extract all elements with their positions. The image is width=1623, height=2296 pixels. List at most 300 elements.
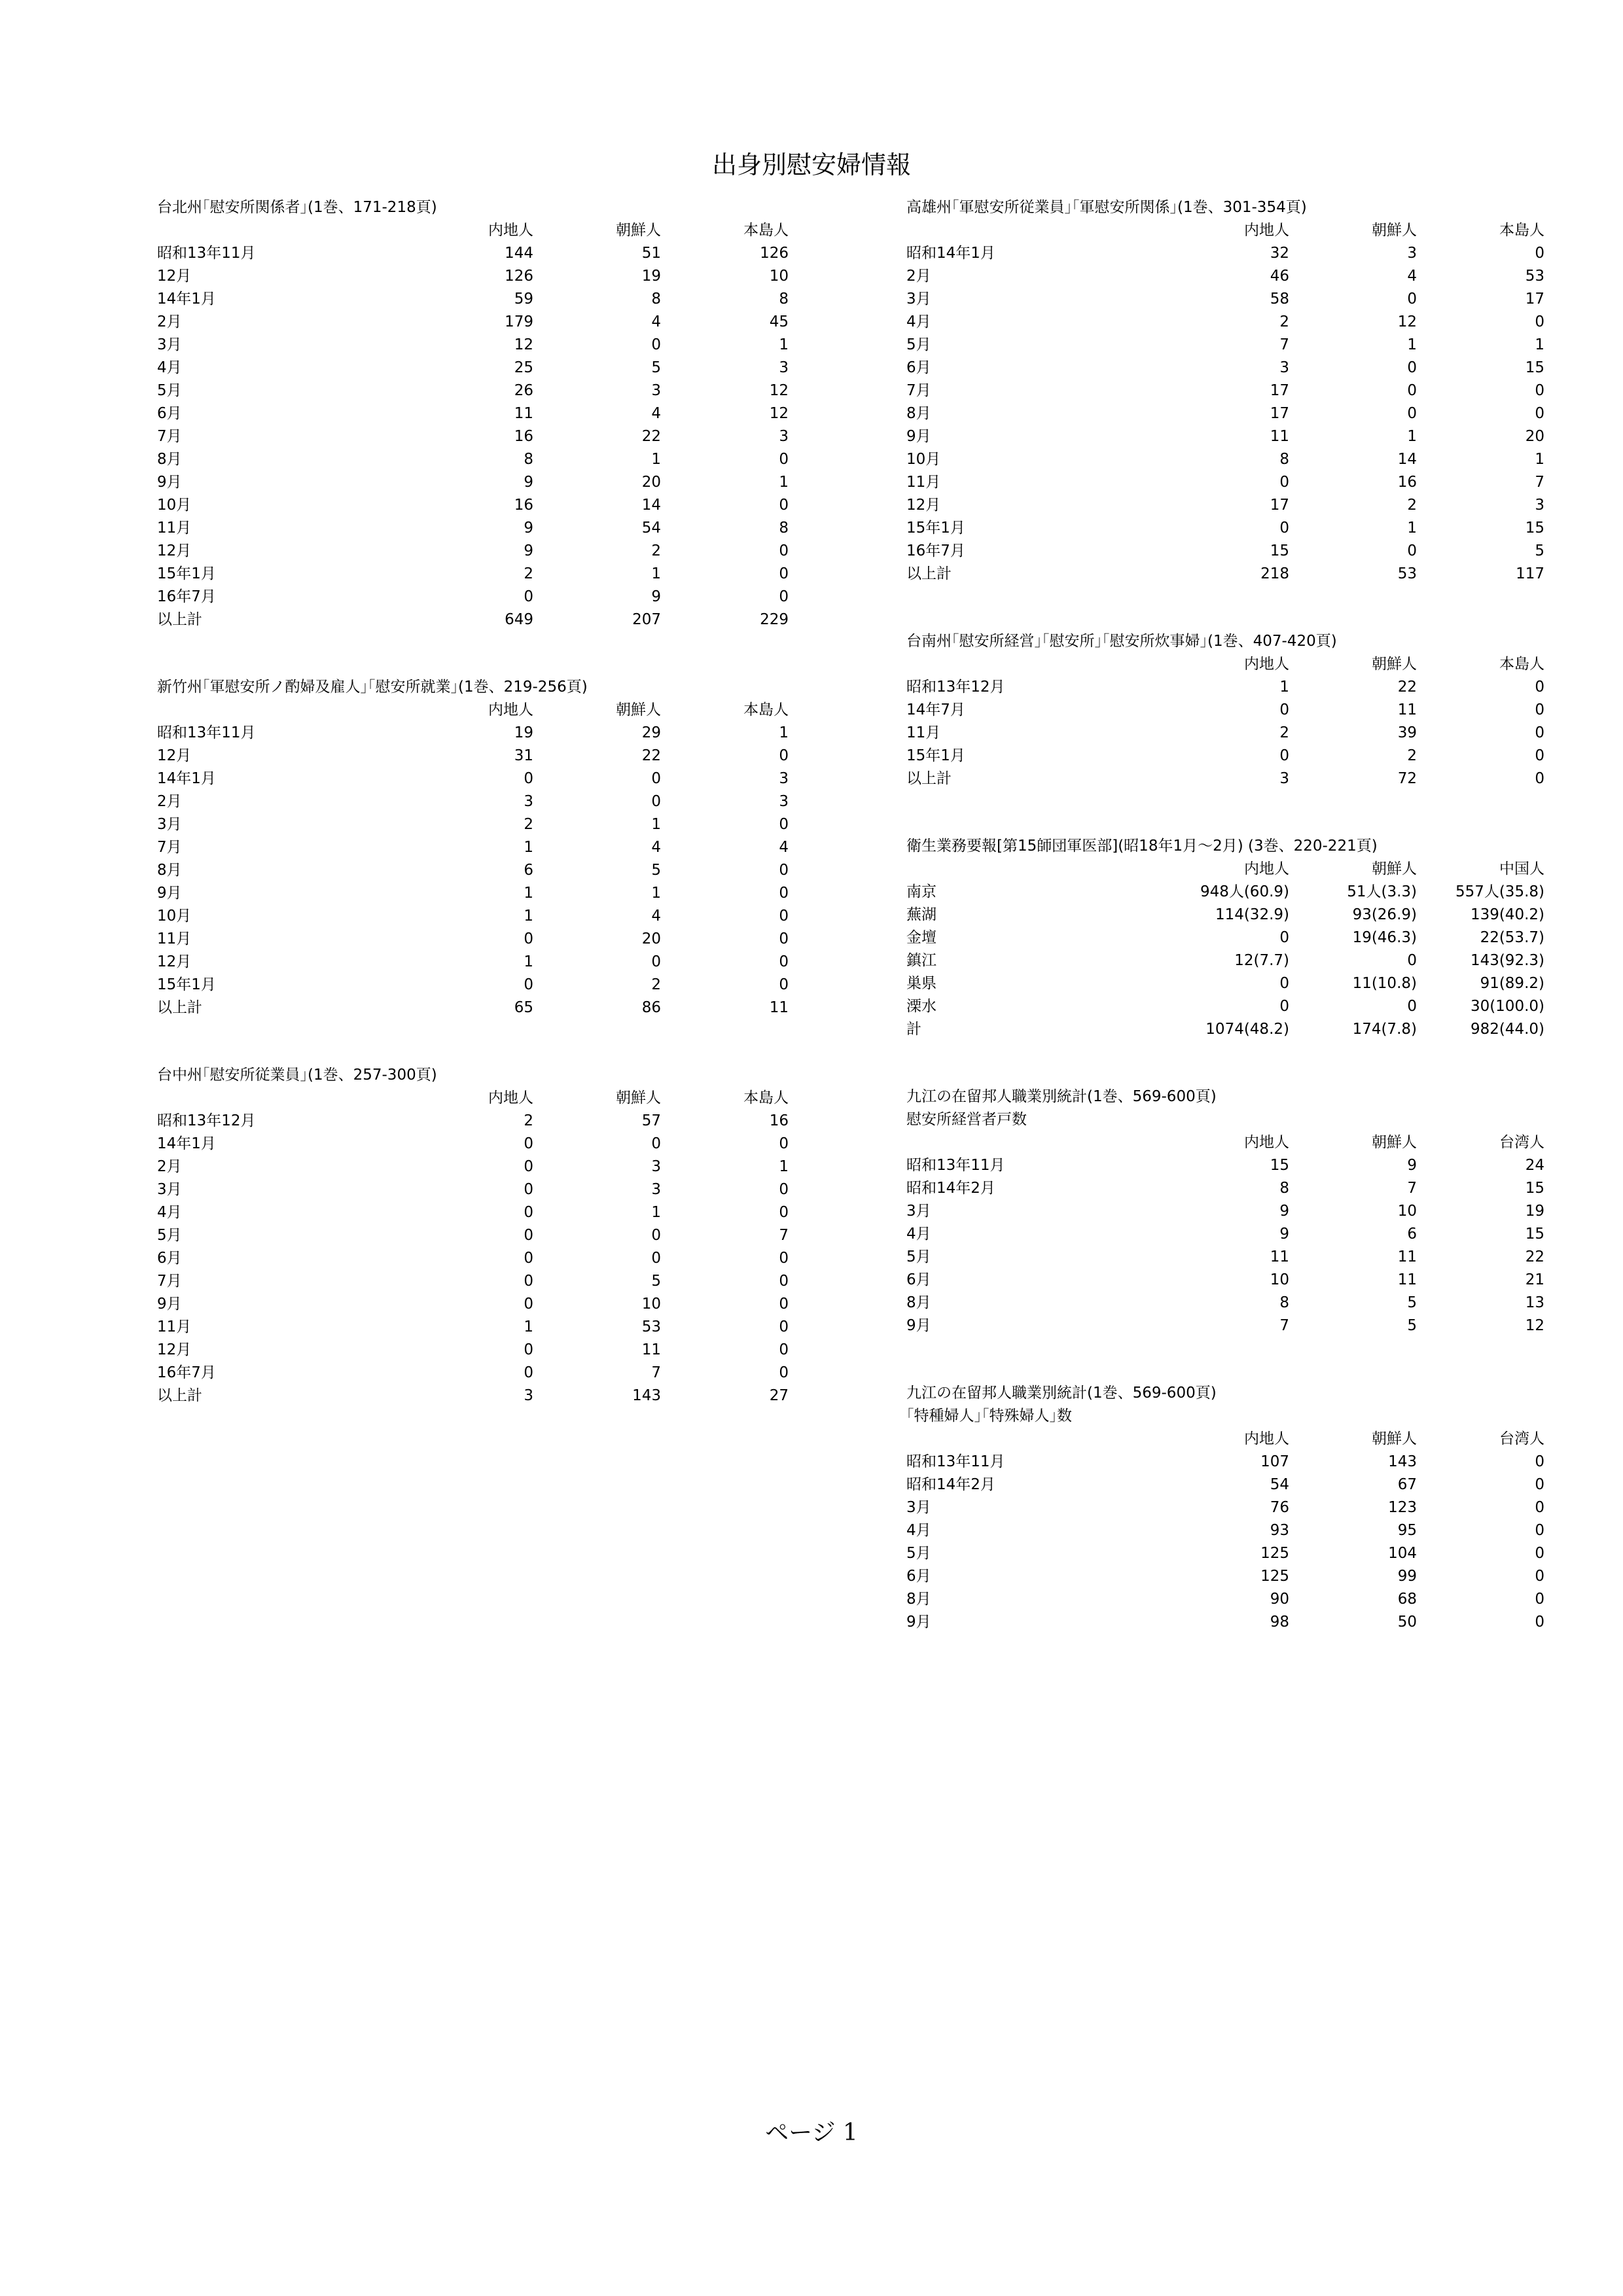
table-cell: 20 (641, 930, 661, 947)
table-cell: 0 (651, 336, 661, 353)
row-label: 金壇 (906, 929, 936, 946)
row-label: 14年1月 (157, 1135, 216, 1152)
table-cell: 0 (651, 793, 661, 810)
row-label: 12月 (157, 268, 192, 285)
table-cell: 0 (651, 1227, 661, 1244)
row-label: 12月 (157, 747, 192, 764)
table-cell: 22 (1525, 1248, 1544, 1265)
table-cell: 0 (779, 1364, 789, 1381)
header-spacer (906, 1131, 1149, 1154)
row-label: 以上計 (157, 999, 202, 1016)
table-cell: 67 (1397, 1476, 1417, 1493)
row-label: 7月 (157, 839, 182, 856)
table-row (157, 1362, 789, 1385)
table-row (157, 768, 789, 790)
table-cell: 0 (779, 1273, 789, 1290)
table-cell: 0 (779, 588, 789, 605)
row-label: 5月 (157, 382, 182, 399)
table-cell: 0 (524, 1135, 533, 1152)
table-row (157, 1247, 789, 1270)
row-label: 昭和14年2月 (906, 1476, 995, 1493)
table-cell: 0 (524, 976, 533, 993)
table-cell: 0 (779, 885, 789, 902)
table-cell: 3 (651, 1158, 661, 1175)
section-title: 九江の在留邦人職業別統計(1巻、569-600頁) (906, 1385, 1217, 1402)
table-row (906, 1269, 1544, 1292)
table-cell: 0 (651, 1135, 661, 1152)
column-header: 中国人 (1499, 860, 1544, 877)
table-cell: 1 (1407, 520, 1417, 537)
table-cell: 0 (651, 1250, 661, 1267)
table-cell: 0 (1535, 724, 1544, 741)
table-row (157, 836, 789, 859)
table-cell: 1 (779, 336, 789, 353)
table-row (906, 1154, 1544, 1177)
table-row (906, 402, 1544, 425)
row-label: 2月 (157, 1158, 182, 1175)
row-label: 16年7月 (157, 1364, 216, 1381)
table-row (157, 928, 789, 951)
table-row (906, 768, 1544, 790)
table-cell: 9 (1279, 1203, 1289, 1220)
table-cell: 0 (1279, 998, 1289, 1015)
table-cell: 51 (641, 245, 661, 262)
table-cell: 11 (769, 999, 789, 1016)
table-cell: 2 (1279, 724, 1289, 741)
table-cell: 45 (769, 313, 789, 330)
table-cell: 25 (514, 359, 533, 376)
table-cell: 13 (1525, 1294, 1544, 1311)
table-cell: 0 (779, 862, 789, 879)
table-row (906, 563, 1544, 586)
table-cell: 19 (641, 268, 661, 285)
row-label: 15年1月 (906, 747, 965, 764)
table-cell: 5 (651, 1273, 661, 1290)
table-cell: 3 (651, 1181, 661, 1198)
table-cell: 0 (779, 976, 789, 993)
data-table (906, 1428, 1544, 1634)
table-cell: 0 (779, 1204, 789, 1221)
table-cell: 1 (524, 839, 533, 856)
table-row (906, 699, 1544, 722)
table-cell: 11 (641, 1341, 661, 1358)
table-cell: 0 (1535, 1522, 1544, 1539)
data-section (157, 676, 789, 1019)
header-spacer (157, 699, 406, 722)
left-column (157, 196, 789, 1452)
column-header: 本島人 (743, 1089, 789, 1106)
table-cell: 179 (505, 313, 533, 330)
row-label: 4月 (157, 359, 182, 376)
table-cell: 31 (514, 747, 533, 764)
table-cell: 0 (1535, 679, 1544, 696)
table-cell: 7 (1279, 336, 1289, 353)
column-header: 内地人 (488, 1089, 533, 1106)
table-cell: 2 (1279, 313, 1289, 330)
table-cell: 3 (524, 793, 533, 810)
table-cell: 22 (641, 747, 661, 764)
table-cell: 30(100.0) (1470, 998, 1544, 1015)
table-cell: 7 (779, 1227, 789, 1244)
table-cell: 11 (1397, 1248, 1417, 1265)
table-cell: 7 (1535, 474, 1544, 491)
table-cell: 0 (524, 1273, 533, 1290)
table-row (906, 540, 1544, 563)
table-row (906, 1200, 1544, 1223)
data-section (906, 1086, 1544, 1337)
table-row (906, 1018, 1544, 1041)
row-label: 5月 (906, 336, 931, 353)
table-cell: 174(7.8) (1352, 1021, 1417, 1038)
row-label: 以上計 (906, 770, 952, 787)
table-cell: 143(92.3) (1470, 952, 1544, 969)
column-header: 本島人 (743, 222, 789, 239)
table-header-row (157, 1087, 789, 1110)
row-label: 鎮江 (906, 952, 936, 969)
row-label: 12月 (906, 497, 941, 514)
table-row (906, 494, 1544, 517)
table-cell: 53 (1397, 565, 1417, 582)
table-cell: 649 (505, 611, 533, 628)
table-row (157, 1178, 789, 1201)
table-cell: 1 (1535, 451, 1544, 468)
table-cell: 2 (651, 542, 661, 559)
table-cell: 15 (1525, 359, 1544, 376)
table-row (157, 882, 789, 905)
table-row (157, 905, 789, 928)
table-cell: 0 (1535, 382, 1544, 399)
table-cell: 91(89.2) (1480, 975, 1544, 992)
table-row (157, 563, 789, 586)
table-cell: 22 (1397, 679, 1417, 696)
row-label: 12月 (157, 542, 192, 559)
section-title: 九江の在留邦人職業別統計(1巻、569-600頁) (906, 1088, 1217, 1105)
row-label: 3月 (157, 1181, 182, 1198)
table-cell: 9 (1407, 1157, 1417, 1174)
column-header: 朝鮮人 (1372, 1430, 1417, 1447)
row-label: 昭和13年12月 (157, 1112, 256, 1129)
row-label: 昭和13年11月 (906, 1157, 1005, 1174)
table-cell: 218 (1260, 565, 1289, 582)
table-cell: 11 (1397, 1271, 1417, 1288)
table-cell: 12 (769, 405, 789, 422)
table-cell: 0 (779, 1181, 789, 1198)
table-row (157, 517, 789, 540)
row-label: 9月 (157, 1296, 182, 1313)
table-row (157, 242, 789, 265)
table-cell: 0 (524, 930, 533, 947)
table-cell: 0 (779, 747, 789, 764)
table-cell: 51人(3.3) (1347, 883, 1417, 900)
table-cell: 54 (1270, 1476, 1289, 1493)
table-cell: 229 (760, 611, 789, 628)
column-header: 朝鮮人 (616, 222, 661, 239)
table-cell: 1 (779, 474, 789, 491)
table-cell: 90 (1270, 1591, 1289, 1608)
column-header: 内地人 (488, 701, 533, 718)
table-cell: 17 (1270, 497, 1289, 514)
table-cell: 15 (1270, 542, 1289, 559)
table-cell: 29 (641, 724, 661, 741)
row-label: 9月 (906, 1614, 931, 1631)
table-cell: 0 (1535, 245, 1544, 262)
table-row (906, 1177, 1544, 1200)
data-table (906, 653, 1544, 790)
table-cell: 1 (524, 1318, 533, 1335)
table-cell: 58 (1270, 291, 1289, 308)
right-column (906, 196, 1544, 1678)
table-row (157, 380, 789, 402)
row-label: 7月 (906, 382, 931, 399)
table-cell: 3 (1407, 245, 1417, 262)
table-cell: 4 (651, 839, 661, 856)
table-cell: 2 (524, 1112, 533, 1129)
table-row (906, 1474, 1544, 1496)
table-cell: 17 (1270, 382, 1289, 399)
table-row (157, 1385, 789, 1407)
table-cell: 0 (1407, 291, 1417, 308)
table-row (906, 288, 1544, 311)
table-cell: 7 (1279, 1317, 1289, 1334)
table-cell: 1 (651, 565, 661, 582)
table-cell: 117 (1516, 565, 1544, 582)
table-cell: 4 (651, 313, 661, 330)
table-cell: 98 (1270, 1614, 1289, 1631)
table-row (906, 881, 1544, 904)
table-header-row (906, 219, 1544, 242)
table-header-row (157, 699, 789, 722)
section-title: 台南州｢慰安所経営｣｢慰安所｣｢慰安所炊事婦｣(1巻、407-420頁) (906, 633, 1337, 650)
row-label: 8月 (157, 451, 182, 468)
row-label: 5月 (906, 1248, 931, 1265)
table-cell: 93 (1270, 1522, 1289, 1539)
section-title: 新竹州｢軍慰安所ノ酌婦及雇人｣｢慰安所就業｣(1巻、219-256頁) (157, 679, 588, 696)
table-cell: 10 (641, 1296, 661, 1313)
section-title: 台北州｢慰安所関係者｣(1巻、171-218頁) (157, 199, 437, 216)
table-row (157, 334, 789, 357)
row-label: 12月 (157, 1341, 192, 1358)
column-header: 台湾人 (1499, 1430, 1544, 1447)
table-cell: 1 (524, 953, 533, 970)
table-cell: 86 (641, 999, 661, 1016)
row-label: 2月 (157, 793, 182, 810)
table-row (906, 927, 1544, 949)
data-table (906, 1131, 1544, 1337)
table-cell: 948人(60.9) (1200, 883, 1289, 900)
table-cell: 17 (1525, 291, 1544, 308)
table-row (906, 517, 1544, 540)
table-cell: 0 (1535, 405, 1544, 422)
table-row (157, 586, 789, 609)
table-cell: 0 (1535, 1568, 1544, 1585)
row-label: 4月 (906, 313, 931, 330)
table-row (906, 471, 1544, 494)
table-cell: 1 (1535, 336, 1544, 353)
row-label: 3月 (906, 1499, 931, 1516)
table-cell: 0 (524, 1158, 533, 1175)
table-cell: 0 (779, 565, 789, 582)
table-cell: 0 (779, 1250, 789, 1267)
table-row (157, 997, 789, 1019)
table-cell: 11(10.8) (1352, 975, 1417, 992)
table-cell: 14 (1397, 451, 1417, 468)
table-cell: 11 (1397, 701, 1417, 718)
row-label: 14年1月 (157, 291, 216, 308)
table-cell: 1 (1407, 428, 1417, 445)
table-cell: 15 (1525, 1226, 1544, 1243)
column-header: 本島人 (743, 701, 789, 718)
table-row (906, 1496, 1544, 1519)
table-cell: 0 (524, 1181, 533, 1198)
table-row (157, 722, 789, 745)
table-cell: 57 (641, 1112, 661, 1129)
row-label: 2月 (906, 268, 931, 285)
table-cell: 19 (514, 724, 533, 741)
section-title: 台中州｢慰安所従業員｣(1巻、257-300頁) (157, 1067, 437, 1084)
table-cell: 1 (1407, 336, 1417, 353)
table-row (157, 402, 789, 425)
row-label: 昭和13年11月 (157, 245, 256, 262)
data-table (157, 219, 789, 631)
table-cell: 1074(48.2) (1205, 1021, 1289, 1038)
table-row (906, 1565, 1544, 1588)
table-row (157, 540, 789, 563)
row-label: 5月 (906, 1545, 931, 1562)
table-cell: 0 (1279, 520, 1289, 537)
table-row (906, 1223, 1544, 1246)
table-cell: 15 (1525, 1180, 1544, 1197)
row-label: 巣県 (906, 975, 936, 992)
header-spacer (906, 653, 1149, 676)
table-cell: 0 (1535, 1476, 1544, 1493)
row-label: 昭和13年12月 (906, 679, 1005, 696)
table-cell: 9 (524, 474, 533, 491)
table-cell: 16 (514, 428, 533, 445)
table-row (157, 609, 789, 631)
table-cell: 0 (779, 953, 789, 970)
table-cell: 0 (524, 588, 533, 605)
data-table (157, 1087, 789, 1407)
column-header: 朝鮮人 (1372, 222, 1417, 239)
table-cell: 8 (1279, 451, 1289, 468)
data-table (906, 858, 1544, 1041)
column-header: 本島人 (1499, 656, 1544, 673)
table-row (157, 951, 789, 974)
table-cell: 1 (779, 724, 789, 741)
table-cell: 93(26.9) (1352, 906, 1417, 923)
row-label: 11月 (157, 930, 192, 947)
table-row (906, 1451, 1544, 1474)
row-label: 昭和14年2月 (906, 1180, 995, 1197)
table-cell: 8 (779, 520, 789, 537)
table-cell: 0 (1535, 1499, 1544, 1516)
table-cell: 21 (1525, 1271, 1544, 1288)
table-cell: 11 (1270, 428, 1289, 445)
row-label: 15年1月 (157, 976, 216, 993)
row-label: 12月 (157, 953, 192, 970)
table-row (906, 242, 1544, 265)
table-cell: 3 (1279, 770, 1289, 787)
table-row (157, 1339, 789, 1362)
row-label: 6月 (906, 1271, 931, 1288)
table-cell: 12 (1397, 313, 1417, 330)
table-cell: 0 (1535, 1614, 1544, 1631)
row-label: 9月 (157, 474, 182, 491)
table-cell: 0 (779, 816, 789, 833)
row-label: 昭和13年11月 (157, 724, 256, 741)
row-label: 14年7月 (906, 701, 965, 718)
table-cell: 99 (1397, 1568, 1417, 1585)
row-label: 11月 (157, 520, 192, 537)
table-cell: 14 (641, 497, 661, 514)
section-title: 衛生業務要報[第15師団軍医部](昭18年1月～2月) (3巻、220-221頁) (906, 838, 1378, 855)
table-cell: 144 (505, 245, 533, 262)
table-cell: 68 (1397, 1591, 1417, 1608)
header-spacer (157, 1087, 406, 1110)
table-cell: 0 (524, 1227, 533, 1244)
table-cell: 4 (651, 405, 661, 422)
table-cell: 53 (1525, 268, 1544, 285)
table-cell: 12 (514, 336, 533, 353)
table-cell: 2 (524, 816, 533, 833)
row-label: 10月 (906, 451, 941, 468)
column-header: 台湾人 (1499, 1134, 1544, 1151)
table-cell: 3 (651, 382, 661, 399)
table-cell: 95 (1397, 1522, 1417, 1539)
table-cell: 3 (524, 1387, 533, 1404)
table-cell: 20 (1525, 428, 1544, 445)
table-row (906, 1315, 1544, 1337)
table-cell: 9 (524, 542, 533, 559)
table-cell: 17 (1270, 405, 1289, 422)
table-cell: 114(32.9) (1215, 906, 1289, 923)
row-label: 以上計 (906, 565, 952, 582)
table-row (157, 265, 789, 288)
row-label: 4月 (906, 1226, 931, 1243)
table-cell: 1 (651, 816, 661, 833)
table-cell: 0 (524, 1250, 533, 1267)
table-row (157, 425, 789, 448)
table-row (157, 859, 789, 882)
table-cell: 982(44.0) (1470, 1021, 1544, 1038)
table-cell: 11 (514, 405, 533, 422)
table-cell: 557人(35.8) (1455, 883, 1544, 900)
table-row (906, 334, 1544, 357)
table-cell: 0 (1535, 1545, 1544, 1562)
table-row (157, 1293, 789, 1316)
table-cell: 0 (524, 1364, 533, 1381)
row-label: 3月 (906, 291, 931, 308)
row-label: 8月 (906, 1294, 931, 1311)
row-label: 蕪湖 (906, 906, 936, 923)
data-section (157, 1064, 789, 1407)
row-label: 5月 (157, 1227, 182, 1244)
table-cell: 9 (524, 520, 533, 537)
table-cell: 3 (779, 770, 789, 787)
row-label: 16年7月 (906, 542, 965, 559)
table-cell: 4 (1407, 268, 1417, 285)
table-row (157, 1110, 789, 1133)
row-label: 10月 (157, 497, 192, 514)
table-cell: 1 (651, 1204, 661, 1221)
table-cell: 19(46.3) (1352, 929, 1417, 946)
table-row (906, 425, 1544, 448)
table-cell: 16 (769, 1112, 789, 1129)
table-cell: 0 (1535, 1591, 1544, 1608)
table-cell: 0 (1407, 405, 1417, 422)
table-cell: 0 (1535, 747, 1544, 764)
table-cell: 11 (1270, 1248, 1289, 1265)
